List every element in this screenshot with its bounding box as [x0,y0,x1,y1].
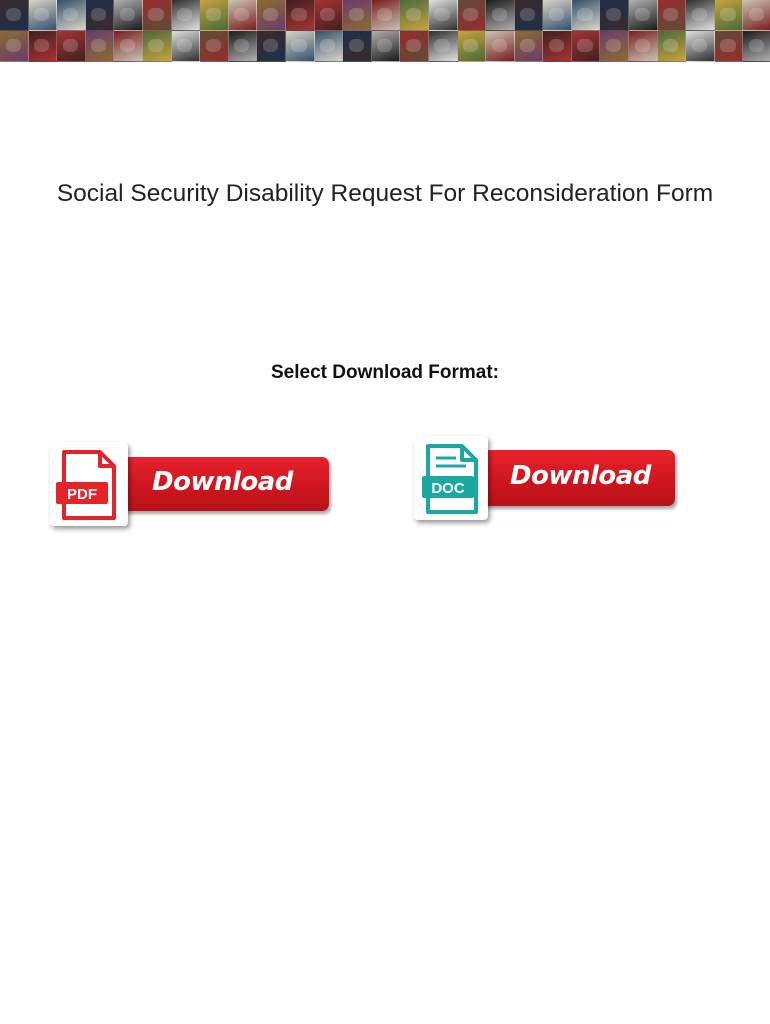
banner-thumbnail [715,31,744,62]
banner-thumbnail [143,0,172,31]
banner-thumbnail [458,0,487,31]
banner-thumbnail [257,0,286,31]
banner-thumbnail [200,0,229,31]
banner-thumbnail [400,0,429,31]
page-title: Social Security Disability Request For Reconsideration Form [56,180,714,207]
banner-thumbnail [343,0,372,31]
banner-thumbnail [172,0,201,31]
banner-thumbnail [315,0,344,31]
banner-thumbnail [57,31,86,62]
banner-thumbnail [86,31,115,62]
banner-thumbnail [114,0,143,31]
banner-thumbnail [629,31,658,62]
banner-thumbnail [114,31,143,62]
pdf-file-icon [50,442,128,526]
banner-thumbnail [543,31,572,62]
banner-thumbnail [0,31,29,62]
banner-thumbnail [515,31,544,62]
banner-thumbnail [29,31,58,62]
banner-thumbnail [743,0,770,31]
banner-thumbnail [629,0,658,31]
doc-download-label: Download [510,461,651,491]
banner-thumbnail [543,0,572,31]
thumbnail-grid [0,0,770,62]
banner-thumbnail [743,31,770,62]
banner-thumbnail [600,31,629,62]
banner-thumbnail [343,31,372,62]
banner-thumbnail [0,0,29,31]
banner-thumbnail [172,31,201,62]
header-banner-collage [0,0,770,62]
banner-thumbnail [229,31,258,62]
banner-thumbnail [315,31,344,62]
banner-thumbnail [600,0,629,31]
doc-file-icon [414,436,488,520]
banner-thumbnail [372,31,401,62]
banner-thumbnail [429,31,458,62]
banner-thumbnail [86,0,115,31]
banner-thumbnail [400,31,429,62]
pdf-icon-label: PDF [67,486,97,503]
banner-thumbnail [572,0,601,31]
select-format-label: Select Download Format: [270,362,500,383]
banner-thumbnail [686,0,715,31]
pdf-download-button[interactable] [48,440,332,530]
banner-thumbnail [200,31,229,62]
banner-thumbnail [257,31,286,62]
doc-download-button[interactable] [412,434,680,524]
banner-thumbnail [515,0,544,31]
pdf-download-label: Download [152,467,293,497]
banner-thumbnail [686,31,715,62]
banner-thumbnail [229,0,258,31]
banner-thumbnail [458,31,487,62]
doc-icon-label: DOC [431,480,465,497]
banner-thumbnail [486,0,515,31]
banner-thumbnail [29,0,58,31]
banner-thumbnail [143,31,172,62]
banner-thumbnail [57,0,86,31]
banner-thumbnail [286,31,315,62]
banner-thumbnail [486,31,515,62]
banner-thumbnail [372,0,401,31]
banner-thumbnail [715,0,744,31]
banner-thumbnail [429,0,458,31]
banner-thumbnail [572,31,601,62]
banner-thumbnail [658,31,687,62]
banner-thumbnail [286,0,315,31]
banner-thumbnail [658,0,687,31]
